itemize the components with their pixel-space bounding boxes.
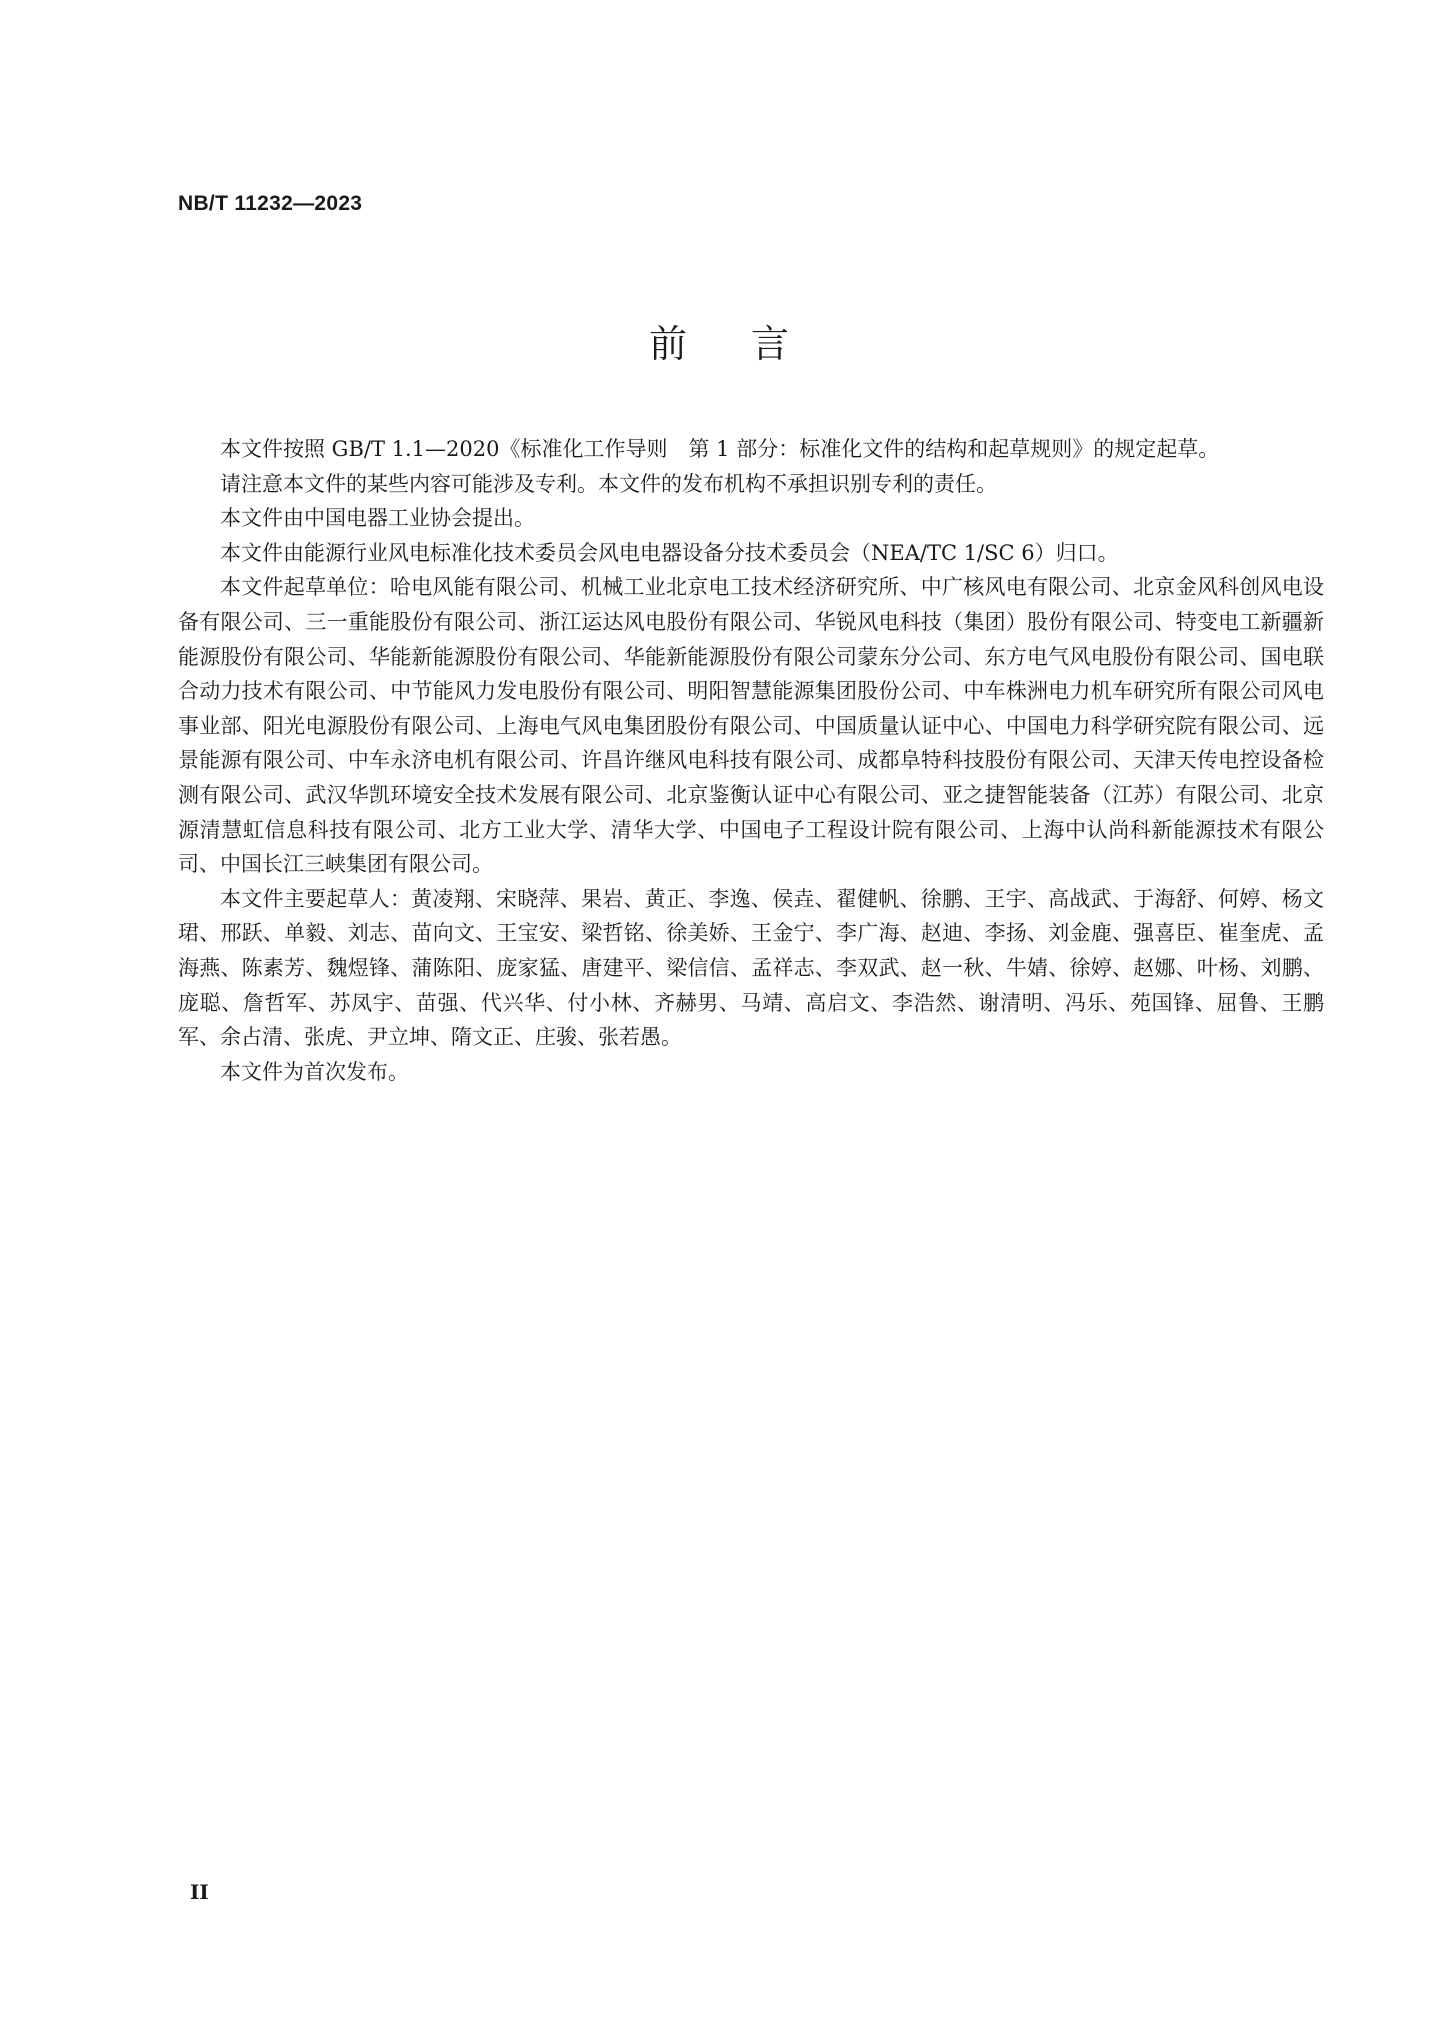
paragraph-first-release: 本文件为首次发布。 <box>220 1059 409 1084</box>
paragraph-drafting-rules: 本文件按照 GB/T 1.1—2020《标准化工作导则 第 1 部分：标准化文件的结构和起草规则》的规定起草。 <box>220 437 1220 461</box>
paragraph-main-drafters: 本文件主要起草人：黄凌翔、宋晓萍、果岩、黄正、李逸、侯垚、翟健帆、徐鹏、王宇、高战武、于海舒、何婷、杨文珺、邢跃、单毅、刘志、苗向文、王宝安、梁哲铭、徐美娇、王金宁、李广海、赵迪、李扬、刘金鹿、强喜臣、崔奎虎、孟海燕、陈素芳、魏煜锋、蒲陈阳、庞家猛、唐建平、梁信信、孟祥志、李双武、赵一秋、牛婧、徐婷、赵娜、叶杨、刘鹏、庞聪、詹哲军、苏凤宇、苗强、代兴华、付小林、齐赫男、马靖、高启文、李浩然、谢清明、冯乐、苑国锋、屈鲁、王鹏军、余占清、张虎、尹立坤、隋文正、庄骏、张若愚。 <box>178 886 1324 1050</box>
paragraph-proposer: 本文件由中国电器工业协会提出。 <box>220 506 535 531</box>
page-number: II <box>190 1880 209 1904</box>
foreword-body <box>178 432 1324 1089</box>
page-title: 前言 <box>648 322 853 366</box>
paragraph-committee: 本文件由能源行业风电标准化技术委员会风电电器设备分技术委员会（NEA/TC 1/SC 6）归口。 <box>220 540 1119 565</box>
paragraph-drafting-units: 本文件起草单位：哈电风能有限公司、机械工业北京电工技术经济研究所、中广核风电有限公司、北京金风科创风电设备有限公司、三一重能股份有限公司、浙江运达风电股份有限公司、华锐风电科技（集团）股份有限公司、特变电工新疆新能源股份有限公司、华能新能源股份有限公司、华能新能源股份有限公司蒙东分公司、东方电气风电股份有限公司、国电联合动力技术有限公司、中节能风力发电股份有限公司、明阳智慧能源集团股份公司、中车株洲电力机车研究所有限公司风电事业部、阳光电源股份有限公司、上海电气风电集团股份有限公司、中国质量认证中心、中国电力科学研究院有限公司、远景能源有限公司、中车永济电机有限公司、许昌许继风电科技有限公司、成都阜特科技股份有限公司、天津天传电控设备检测有限公司、武汉华凯环境安全技术发展有限公司、北京鉴衡认证中心有限公司、亚之捷智能装备（江苏）有限公司、北京源清慧虹信息科技有限公司、北方工业大学、清华大学、中国电子工程设计院有限公司、上海中认尚科新能源技术有限公司、中国长江三峡集团有限公司。 <box>178 575 1324 877</box>
paragraph-patent-notice: 请注意本文件的某些内容可能涉及专利。本文件的发布机构不承担识别专利的责任。 <box>220 471 997 496</box>
document-code: NB/T 11232—2023 <box>178 192 363 215</box>
